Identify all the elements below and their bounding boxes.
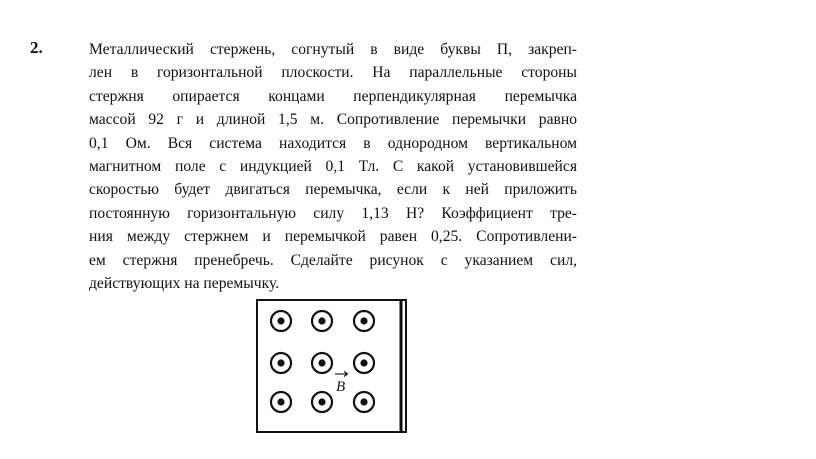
problem-text-line: ем стержня пренебречь. Сделайте рисунок с указанием сил, — [89, 251, 577, 269]
problem-text-line: действующих на перемычку. — [89, 275, 280, 293]
field-symbol-dot — [277, 317, 284, 324]
problem-text — [89, 38, 577, 295]
field-symbol-dot — [318, 359, 325, 366]
figure-svg — [256, 295, 416, 439]
circle-dot-icon — [271, 311, 291, 331]
circle-dot-icon — [354, 353, 374, 373]
field-symbol-dot — [277, 398, 284, 405]
magnetic-field-figure — [256, 295, 416, 439]
problem-text-line: постоянную горизонтальную силу 1,13 Н? Коэффициент тре- — [89, 204, 577, 222]
circle-dot-icon — [354, 311, 374, 331]
problem-text-line: Металлический стержень, согнутый в виде буквы П, закреп- — [89, 41, 577, 58]
problem-text-line: магнитном поле с индукцией 0,1 Тл. С какой установившейся — [89, 158, 577, 176]
field-symbol-dot — [360, 398, 367, 405]
field-symbol-dot — [277, 359, 284, 366]
field-symbol-dot — [360, 317, 367, 324]
circle-dot-icon — [271, 392, 291, 412]
circle-dot-icon — [312, 311, 332, 331]
field-symbol-dot — [360, 359, 367, 366]
field-label: B — [336, 379, 346, 395]
circle-dot-icon — [354, 392, 374, 412]
circle-dot-icon — [312, 392, 332, 412]
problem-text-line: лен в горизонтальной плоскости. На параллельные стороны — [89, 64, 577, 82]
problem-text-line: скоростью будет двигаться перемычка, если к ней приложить — [89, 181, 577, 199]
circle-dot-icon — [312, 353, 332, 373]
circle-dot-icon — [271, 353, 291, 373]
problem-text-line: стержня опирается концами перпендикулярная перемычка — [89, 87, 577, 105]
problem-number: 2. — [30, 38, 43, 57]
problem-text-line: 0,1 Ом. Вся система находится в однородном вертикальном — [89, 134, 577, 152]
problem-text-line: массой 92 г и длиной 1,5 м. Сопротивление перемычки равно — [89, 111, 577, 129]
field-symbol-dot — [318, 398, 325, 405]
field-symbols — [271, 311, 374, 412]
field-symbol-dot — [318, 317, 325, 324]
problem-text-line: ния между стержнем и перемычкой равен 0,25. Сопротивлени- — [89, 228, 577, 246]
